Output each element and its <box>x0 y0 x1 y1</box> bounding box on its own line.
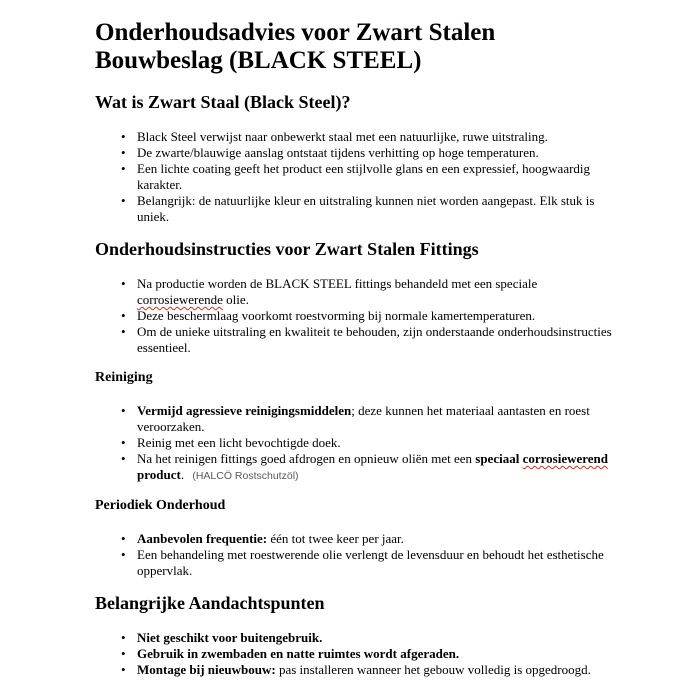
text-segment: één tot twee keer per jaar. <box>267 531 404 546</box>
list-item <box>137 435 614 451</box>
list-onderhoudsinstructies <box>95 276 614 356</box>
text-segment: corrosiewerend <box>522 451 609 466</box>
list-item <box>137 646 614 662</box>
text-segment: ; deze kunnen het materiaal aantasten en roest veroorzaken. <box>137 403 590 434</box>
list-item <box>137 662 614 678</box>
list-item <box>137 403 614 435</box>
text-segment: Gebruik in zwembaden en natte ruimtes wordt afgeraden. <box>137 646 460 661</box>
text-segment: olie. <box>222 292 249 307</box>
text-segment: Om de unieke uitstraling en kwaliteit te behouden, zijn onderstaande onderhoudsinstructies essentieel. <box>137 324 612 355</box>
product-note: (HALCÖ Rostschutzöl) <box>192 470 299 482</box>
heading-what-is-zwart-staal: Wat is Zwart Staal (Black Steel)? <box>95 92 351 112</box>
text-segment: Reinig met een licht bevochtigde doek. <box>137 435 341 450</box>
list-belangrijke-aandachtspunten <box>95 630 614 678</box>
text-segment: Een lichte coating geeft het product een stijlvolle glans en een expressief, hoogwaardig karakter. <box>137 161 591 192</box>
list-item <box>137 276 614 308</box>
page-title: Onderhoudsadvies voor Zwart Stalen Bouwbeslag (BLACK STEEL) <box>95 19 496 74</box>
heading-periodiek-onderhoud: Periodiek Onderhoud <box>95 498 226 513</box>
text-segment: speciaal <box>475 451 523 466</box>
list-what-is-zwart-staal <box>95 129 614 225</box>
text-segment: De zwarte/blauwige aanslag ontstaat tijdens verhitting op hoge temperaturen. <box>137 145 539 160</box>
list-item <box>137 324 614 356</box>
text-segment: . <box>180 467 188 482</box>
text-segment: Aanbevolen frequentie: <box>137 531 268 546</box>
list-item <box>137 531 614 547</box>
text-segment: Deze beschermlaag voorkomt roestvorming bij normale kamertemperaturen. <box>137 308 536 323</box>
list-item <box>137 193 614 225</box>
text-segment: Niet geschikt voor buitengebruik. <box>137 630 323 645</box>
text-segment: corrosiewerende <box>137 292 223 307</box>
text-segment: Montage bij nieuwbouw: <box>137 662 276 677</box>
list-item <box>137 145 614 161</box>
list-item <box>137 630 614 646</box>
list-reiniging <box>95 403 614 484</box>
text-segment: Na productie worden de BLACK STEEL fittings behandeld met een speciale <box>137 276 538 291</box>
text-segment: Vermijd agressieve reinigingsmiddelen <box>137 403 352 418</box>
heading-onderhoudsinstructies: Onderhoudsinstructies voor Zwart Stalen Fittings <box>95 239 479 259</box>
text-segment: Belangrijk: de natuurlijke kleur en uitstraling kunnen niet worden aangepast. Elk stuk is uniek. <box>137 193 595 224</box>
list-item <box>137 161 614 193</box>
text-segment: product <box>137 467 181 482</box>
list-item <box>137 451 614 484</box>
text-segment: Een behandeling met roestwerende olie verlengt de levensduur en behoudt het esthetische oppervlak. <box>137 547 604 578</box>
list-periodiek-onderhoud <box>95 531 614 579</box>
heading-reiniging: Reiniging <box>95 370 153 385</box>
text-segment: Black Steel verwijst naar onbewerkt staal met een natuurlijke, ruwe uitstraling. <box>137 129 548 144</box>
list-item <box>137 308 614 324</box>
list-item <box>137 547 614 579</box>
list-item <box>137 129 614 145</box>
text-segment: pas installeren wanneer het gebouw volledig is opgedroogd. <box>275 662 591 677</box>
text-segment: Na het reinigen fittings goed afdrogen en opnieuw oliën met een <box>137 451 476 466</box>
heading-belangrijke-aandachtspunten: Belangrijke Aandachtspunten <box>95 593 325 613</box>
